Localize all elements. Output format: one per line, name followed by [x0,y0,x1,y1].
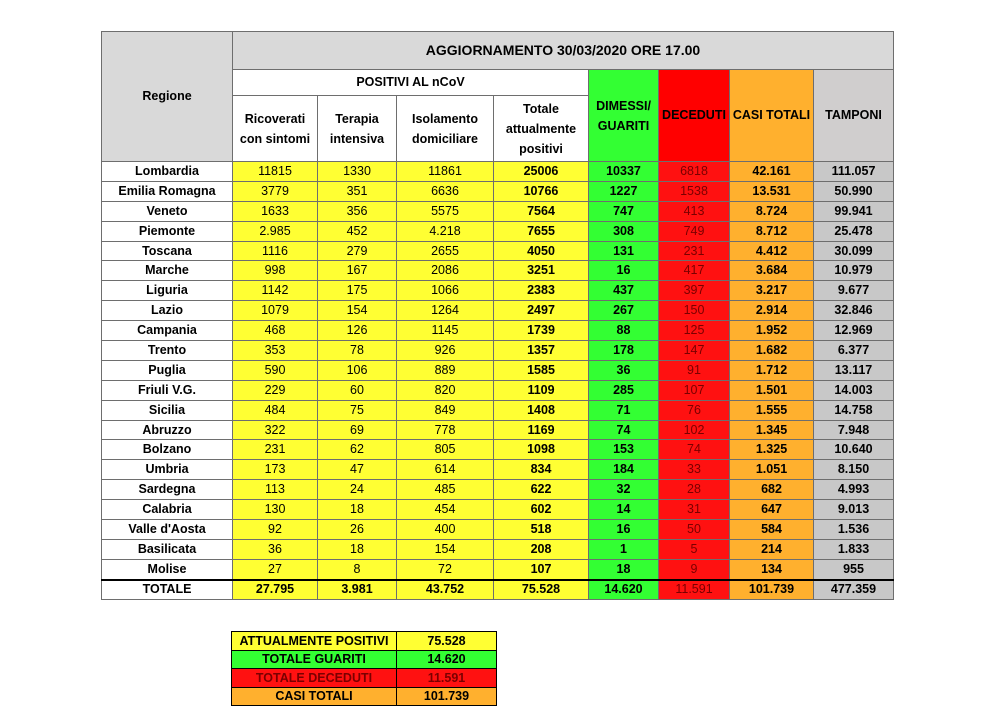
table-row [102,321,894,341]
total-ricoverati: 27.795 [233,580,318,600]
isolamento-cell: 1264 [397,301,494,321]
table-row [102,559,894,579]
guariti-cell: 178 [589,341,659,361]
terapia-cell: 24 [318,480,397,500]
casi-totali-cell: 1.712 [730,360,814,380]
region-name: Friuli V.G. [102,380,233,400]
ricoverati-cell: 231 [233,440,318,460]
guariti-cell: 36 [589,360,659,380]
table-row [102,162,894,182]
casi-totali-cell: 8.712 [730,221,814,241]
isolamento-cell: 454 [397,500,494,520]
isolamento-cell: 2655 [397,241,494,261]
ricoverati-cell: 1633 [233,201,318,221]
isolamento-cell: 926 [397,341,494,361]
guariti-cell: 285 [589,380,659,400]
isolamento-cell: 154 [397,539,494,559]
table-row [102,241,894,261]
region-name: Molise [102,559,233,579]
ricoverati-cell: 2.985 [233,221,318,241]
tamponi-cell: 8.150 [814,460,894,480]
guariti-cell: 88 [589,321,659,341]
guariti-cell: 74 [589,420,659,440]
casi-totali-cell: 8.724 [730,201,814,221]
guariti-cell: 437 [589,281,659,301]
totale-positivi-cell: 3251 [494,261,589,281]
header-isolamento: Isolamento domiciliare [397,96,494,162]
tamponi-cell: 10.640 [814,440,894,460]
ricoverati-cell: 353 [233,341,318,361]
tamponi-cell: 7.948 [814,420,894,440]
isolamento-cell: 5575 [397,201,494,221]
region-name: Calabria [102,500,233,520]
isolamento-cell: 1145 [397,321,494,341]
deceduti-cell: 417 [659,261,730,281]
deceduti-cell: 28 [659,480,730,500]
terapia-cell: 1330 [318,162,397,182]
totale-positivi-cell: 107 [494,559,589,579]
guariti-cell: 153 [589,440,659,460]
header-tamponi: TAMPONI [814,70,894,162]
ricoverati-cell: 130 [233,500,318,520]
deceduti-cell: 76 [659,400,730,420]
table-row [102,221,894,241]
table-row [102,201,894,221]
deceduti-cell: 31 [659,500,730,520]
summary-label: ATTUALMENTE POSITIVI [232,632,397,651]
terapia-cell: 8 [318,559,397,579]
total-isolamento: 43.752 [397,580,494,600]
terapia-cell: 356 [318,201,397,221]
tamponi-cell: 10.979 [814,261,894,281]
casi-totali-cell: 682 [730,480,814,500]
totale-positivi-cell: 1408 [494,400,589,420]
ricoverati-cell: 322 [233,420,318,440]
region-name: Lombardia [102,162,233,182]
casi-totali-cell: 1.051 [730,460,814,480]
header-positivi: POSITIVI AL nCoV [233,70,589,96]
ricoverati-cell: 3779 [233,181,318,201]
ricoverati-cell: 468 [233,321,318,341]
region-name: Veneto [102,201,233,221]
totale-positivi-cell: 622 [494,480,589,500]
tamponi-cell: 14.003 [814,380,894,400]
header-totale-positivi: Totale attualmente positivi [494,96,589,162]
guariti-cell: 14 [589,500,659,520]
region-name: Puglia [102,360,233,380]
terapia-cell: 175 [318,281,397,301]
terapia-cell: 167 [318,261,397,281]
deceduti-cell: 147 [659,341,730,361]
casi-totali-cell: 1.345 [730,420,814,440]
casi-totali-cell: 647 [730,500,814,520]
casi-totali-cell: 1.325 [730,440,814,460]
isolamento-cell: 1066 [397,281,494,301]
isolamento-cell: 805 [397,440,494,460]
table-row [102,380,894,400]
totale-positivi-cell: 1098 [494,440,589,460]
totale-positivi-cell: 4050 [494,241,589,261]
region-name: Emilia Romagna [102,181,233,201]
table-row [102,440,894,460]
isolamento-cell: 485 [397,480,494,500]
total-row [102,580,894,600]
totale-positivi-cell: 7564 [494,201,589,221]
guariti-cell: 308 [589,221,659,241]
deceduti-cell: 107 [659,380,730,400]
totale-positivi-cell: 1357 [494,341,589,361]
region-name: Marche [102,261,233,281]
total-tamponi: 477.359 [814,580,894,600]
table-row [102,520,894,540]
isolamento-cell: 11861 [397,162,494,182]
ricoverati-cell: 92 [233,520,318,540]
tamponi-cell: 99.941 [814,201,894,221]
casi-totali-cell: 2.914 [730,301,814,321]
terapia-cell: 78 [318,341,397,361]
isolamento-cell: 4.218 [397,221,494,241]
ricoverati-cell: 173 [233,460,318,480]
isolamento-cell: 72 [397,559,494,579]
casi-totali-cell: 1.952 [730,321,814,341]
totale-positivi-cell: 7655 [494,221,589,241]
guariti-cell: 1 [589,539,659,559]
table-row [102,341,894,361]
isolamento-cell: 849 [397,400,494,420]
terapia-cell: 62 [318,440,397,460]
region-name: Sicilia [102,400,233,420]
summary-value: 11.591 [397,669,497,688]
guariti-cell: 32 [589,480,659,500]
header-casi-totali: CASI TOTALI [730,70,814,162]
header-terapia: Terapia intensiva [318,96,397,162]
summary-value: 101.739 [397,687,497,706]
terapia-cell: 154 [318,301,397,321]
ricoverati-cell: 1116 [233,241,318,261]
isolamento-cell: 6636 [397,181,494,201]
table-row [102,181,894,201]
table-row [102,539,894,559]
terapia-cell: 69 [318,420,397,440]
total-deceduti: 11.591 [659,580,730,600]
summary-label: TOTALE GUARITI [232,650,397,669]
isolamento-cell: 614 [397,460,494,480]
deceduti-cell: 50 [659,520,730,540]
deceduti-cell: 150 [659,301,730,321]
tamponi-cell: 50.990 [814,181,894,201]
totale-positivi-cell: 208 [494,539,589,559]
summary-row [232,669,497,688]
region-name: Abruzzo [102,420,233,440]
tamponi-cell: 955 [814,559,894,579]
summary-table [231,631,497,706]
casi-totali-cell: 3.217 [730,281,814,301]
tamponi-cell: 9.013 [814,500,894,520]
isolamento-cell: 778 [397,420,494,440]
header-aggiornamento: AGGIORNAMENTO 30/03/2020 ORE 17.00 [233,32,894,70]
terapia-cell: 60 [318,380,397,400]
tamponi-cell: 4.993 [814,480,894,500]
ricoverati-cell: 1142 [233,281,318,301]
terapia-cell: 351 [318,181,397,201]
total-positivi: 75.528 [494,580,589,600]
guariti-cell: 16 [589,520,659,540]
region-name: Basilicata [102,539,233,559]
totale-positivi-cell: 2497 [494,301,589,321]
terapia-cell: 126 [318,321,397,341]
casi-totali-cell: 1.682 [730,341,814,361]
totale-positivi-cell: 2383 [494,281,589,301]
table-row [102,480,894,500]
ricoverati-cell: 113 [233,480,318,500]
total-casi: 101.739 [730,580,814,600]
isolamento-cell: 889 [397,360,494,380]
table-row [102,460,894,480]
tamponi-cell: 13.117 [814,360,894,380]
tamponi-cell: 25.478 [814,221,894,241]
tamponi-cell: 14.758 [814,400,894,420]
totale-positivi-cell: 518 [494,520,589,540]
casi-totali-cell: 1.555 [730,400,814,420]
deceduti-cell: 397 [659,281,730,301]
totale-positivi-cell: 25006 [494,162,589,182]
ricoverati-cell: 484 [233,400,318,420]
totale-positivi-cell: 1109 [494,380,589,400]
totale-positivi-cell: 1739 [494,321,589,341]
deceduti-cell: 413 [659,201,730,221]
covid-data-table [101,31,894,600]
summary-label: TOTALE DECEDUTI [232,669,397,688]
total-terapia: 3.981 [318,580,397,600]
deceduti-cell: 5 [659,539,730,559]
table-row [102,281,894,301]
casi-totali-cell: 3.684 [730,261,814,281]
tamponi-cell: 32.846 [814,301,894,321]
summary-label: CASI TOTALI [232,687,397,706]
terapia-cell: 279 [318,241,397,261]
table-body [102,162,894,580]
guariti-cell: 18 [589,559,659,579]
header-ricoverati: Ricoverati con sintomi [233,96,318,162]
terapia-cell: 106 [318,360,397,380]
header-deceduti: DECEDUTI [659,70,730,162]
ricoverati-cell: 1079 [233,301,318,321]
terapia-cell: 18 [318,539,397,559]
ricoverati-cell: 590 [233,360,318,380]
header-regione: Regione [102,32,233,162]
guariti-cell: 184 [589,460,659,480]
deceduti-cell: 6818 [659,162,730,182]
totale-positivi-cell: 1585 [494,360,589,380]
tamponi-cell: 6.377 [814,341,894,361]
terapia-cell: 75 [318,400,397,420]
tamponi-cell: 111.057 [814,162,894,182]
total-label: TOTALE [102,580,233,600]
deceduti-cell: 91 [659,360,730,380]
deceduti-cell: 74 [659,440,730,460]
ricoverati-cell: 11815 [233,162,318,182]
table-row [102,400,894,420]
tamponi-cell: 1.536 [814,520,894,540]
isolamento-cell: 2086 [397,261,494,281]
region-name: Sardegna [102,480,233,500]
casi-totali-cell: 214 [730,539,814,559]
guariti-cell: 16 [589,261,659,281]
terapia-cell: 47 [318,460,397,480]
region-name: Toscana [102,241,233,261]
guariti-cell: 131 [589,241,659,261]
table-row [102,261,894,281]
guariti-cell: 71 [589,400,659,420]
summary-row [232,650,497,669]
table-row [102,420,894,440]
guariti-cell: 10337 [589,162,659,182]
deceduti-cell: 749 [659,221,730,241]
deceduti-cell: 1538 [659,181,730,201]
deceduti-cell: 102 [659,420,730,440]
region-name: Umbria [102,460,233,480]
summary-value: 14.620 [397,650,497,669]
region-name: Trento [102,341,233,361]
terapia-cell: 18 [318,500,397,520]
summary-row [232,687,497,706]
region-name: Piemonte [102,221,233,241]
table-row [102,500,894,520]
ricoverati-cell: 36 [233,539,318,559]
region-name: Bolzano [102,440,233,460]
deceduti-cell: 231 [659,241,730,261]
guariti-cell: 267 [589,301,659,321]
region-name: Liguria [102,281,233,301]
tamponi-cell: 12.969 [814,321,894,341]
casi-totali-cell: 584 [730,520,814,540]
summary-row [232,632,497,651]
total-guariti: 14.620 [589,580,659,600]
guariti-cell: 1227 [589,181,659,201]
tamponi-cell: 9.677 [814,281,894,301]
region-name: Valle d'Aosta [102,520,233,540]
totale-positivi-cell: 602 [494,500,589,520]
ricoverati-cell: 998 [233,261,318,281]
guariti-cell: 747 [589,201,659,221]
tamponi-cell: 30.099 [814,241,894,261]
isolamento-cell: 400 [397,520,494,540]
totale-positivi-cell: 10766 [494,181,589,201]
table-row [102,301,894,321]
totale-positivi-cell: 834 [494,460,589,480]
deceduti-cell: 33 [659,460,730,480]
table-row [102,360,894,380]
tamponi-cell: 1.833 [814,539,894,559]
deceduti-cell: 9 [659,559,730,579]
casi-totali-cell: 13.531 [730,181,814,201]
region-name: Lazio [102,301,233,321]
ricoverati-cell: 27 [233,559,318,579]
casi-totali-cell: 42.161 [730,162,814,182]
isolamento-cell: 820 [397,380,494,400]
region-name: Campania [102,321,233,341]
casi-totali-cell: 4.412 [730,241,814,261]
ricoverati-cell: 229 [233,380,318,400]
summary-value: 75.528 [397,632,497,651]
casi-totali-cell: 1.501 [730,380,814,400]
terapia-cell: 26 [318,520,397,540]
deceduti-cell: 125 [659,321,730,341]
totale-positivi-cell: 1169 [494,420,589,440]
casi-totali-cell: 134 [730,559,814,579]
terapia-cell: 452 [318,221,397,241]
header-dimessi: DIMESSI/ GUARITI [589,70,659,162]
